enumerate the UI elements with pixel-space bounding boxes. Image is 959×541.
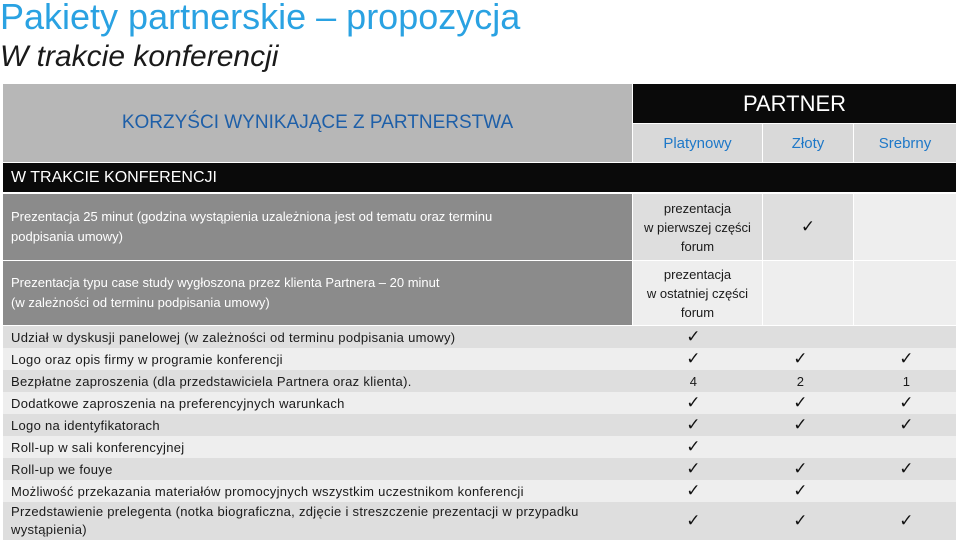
check-icon: ✓: [793, 349, 808, 369]
silver-cell: [854, 261, 956, 325]
check-icon: ✓: [686, 349, 701, 369]
row-label: Udział w dyskusji panelowej (w zależności od terminu podpisania umowy): [11, 329, 456, 345]
partner-header: PARTNER: [633, 84, 956, 123]
row-label: Logo na identyfikatorach: [11, 417, 160, 433]
check-icon: ✓: [793, 481, 808, 501]
table-row: [3, 436, 956, 458]
benefit-label-line: (w zależności od terminu podpisania umowy): [11, 295, 270, 310]
check-icon: ✓: [800, 216, 816, 237]
page-title: Pakiety partnerskie – propozycja: [0, 0, 521, 37]
gold-cell: [763, 194, 853, 260]
check-icon: ✓: [686, 415, 701, 435]
table-row: [3, 458, 956, 480]
check-icon: ✓: [899, 511, 914, 531]
check-icon: ✓: [686, 437, 701, 457]
check-icon: ✓: [686, 327, 701, 347]
row-label: [3, 502, 632, 540]
row-label: Bezpłatne zaproszenia (dla przedstawiciela Partnera oraz klienta).: [11, 373, 412, 389]
table-row: [3, 502, 956, 540]
check-icon: ✓: [686, 459, 701, 479]
platinum-text-line: forum: [680, 238, 715, 254]
table-row: [3, 392, 956, 414]
benefit-row-presentation: [3, 194, 632, 260]
invite-count-gold: 2: [796, 373, 805, 389]
platinum-text-line: w ostatniej części: [646, 285, 749, 301]
section-header: W TRAKCIE KONFERENCJI: [3, 163, 956, 192]
row-label: Możliwość przekazania materiałów promocyjnych wszystkim uczestnikom konferencji: [11, 483, 524, 499]
benefits-header-label: KORZYŚCI WYNIKAJĄCE Z PARTNERSTWA: [121, 112, 514, 133]
benefit-label-line: podpisania umowy): [11, 229, 124, 244]
gold-cell: [763, 261, 853, 325]
check-icon: ✓: [899, 415, 914, 435]
benefit-label-line: Prezentacja typu case study wygłoszona przez klienta Partnera – 20 minut: [11, 275, 440, 290]
platinum-cell: [633, 261, 762, 325]
invite-count-silver: 1: [902, 373, 911, 389]
check-icon: ✓: [793, 511, 808, 531]
check-icon: ✓: [686, 481, 701, 501]
row-label-line: wystąpienia): [11, 522, 87, 537]
platinum-text-line: prezentacja: [663, 200, 732, 216]
row-label: Dodatkowe zaproszenia na preferencyjnych warunkach: [11, 395, 345, 411]
platinum-text-line: forum: [680, 304, 715, 320]
platinum-text-line: w pierwszej części: [644, 219, 751, 235]
platinum-cell: [633, 194, 762, 260]
table-row: [3, 326, 956, 348]
invite-count-platinum: 4: [689, 373, 698, 389]
benefit-label-line: Prezentacja 25 minut (godzina wystąpienia uzależniona jest od tematu oraz terminu: [11, 209, 493, 224]
row-label: Roll-up w sali konferencyjnej: [11, 439, 185, 455]
tier-silver: Srebrny: [854, 124, 956, 162]
check-icon: ✓: [793, 459, 808, 479]
check-icon: ✓: [899, 349, 914, 369]
check-icon: ✓: [793, 415, 808, 435]
row-label-line: Przedstawienie prelegenta (notka biograficzna, zdjęcie i streszczenie prezentacji w przypadku: [11, 504, 579, 519]
table-row: [3, 480, 956, 502]
table-row: [3, 348, 956, 370]
check-icon: ✓: [793, 393, 808, 413]
benefit-row-case-study: [3, 261, 632, 325]
check-icon: ✓: [686, 511, 701, 531]
silver-cell: [854, 194, 956, 260]
row-label: Roll-up we fouye: [11, 461, 113, 477]
page-subtitle: W trakcie konferencji: [0, 40, 279, 73]
tier-platinum: Platynowy: [633, 124, 762, 162]
table-row: [3, 370, 956, 392]
table-row: [3, 414, 956, 436]
tier-gold: Złoty: [763, 124, 853, 162]
check-icon: ✓: [686, 393, 701, 413]
benefits-header: [3, 84, 632, 162]
row-label: Logo oraz opis firmy w programie konferencji: [11, 351, 283, 367]
check-icon: ✓: [899, 393, 914, 413]
check-icon: ✓: [899, 459, 914, 479]
platinum-text-line: prezentacja: [663, 266, 732, 282]
